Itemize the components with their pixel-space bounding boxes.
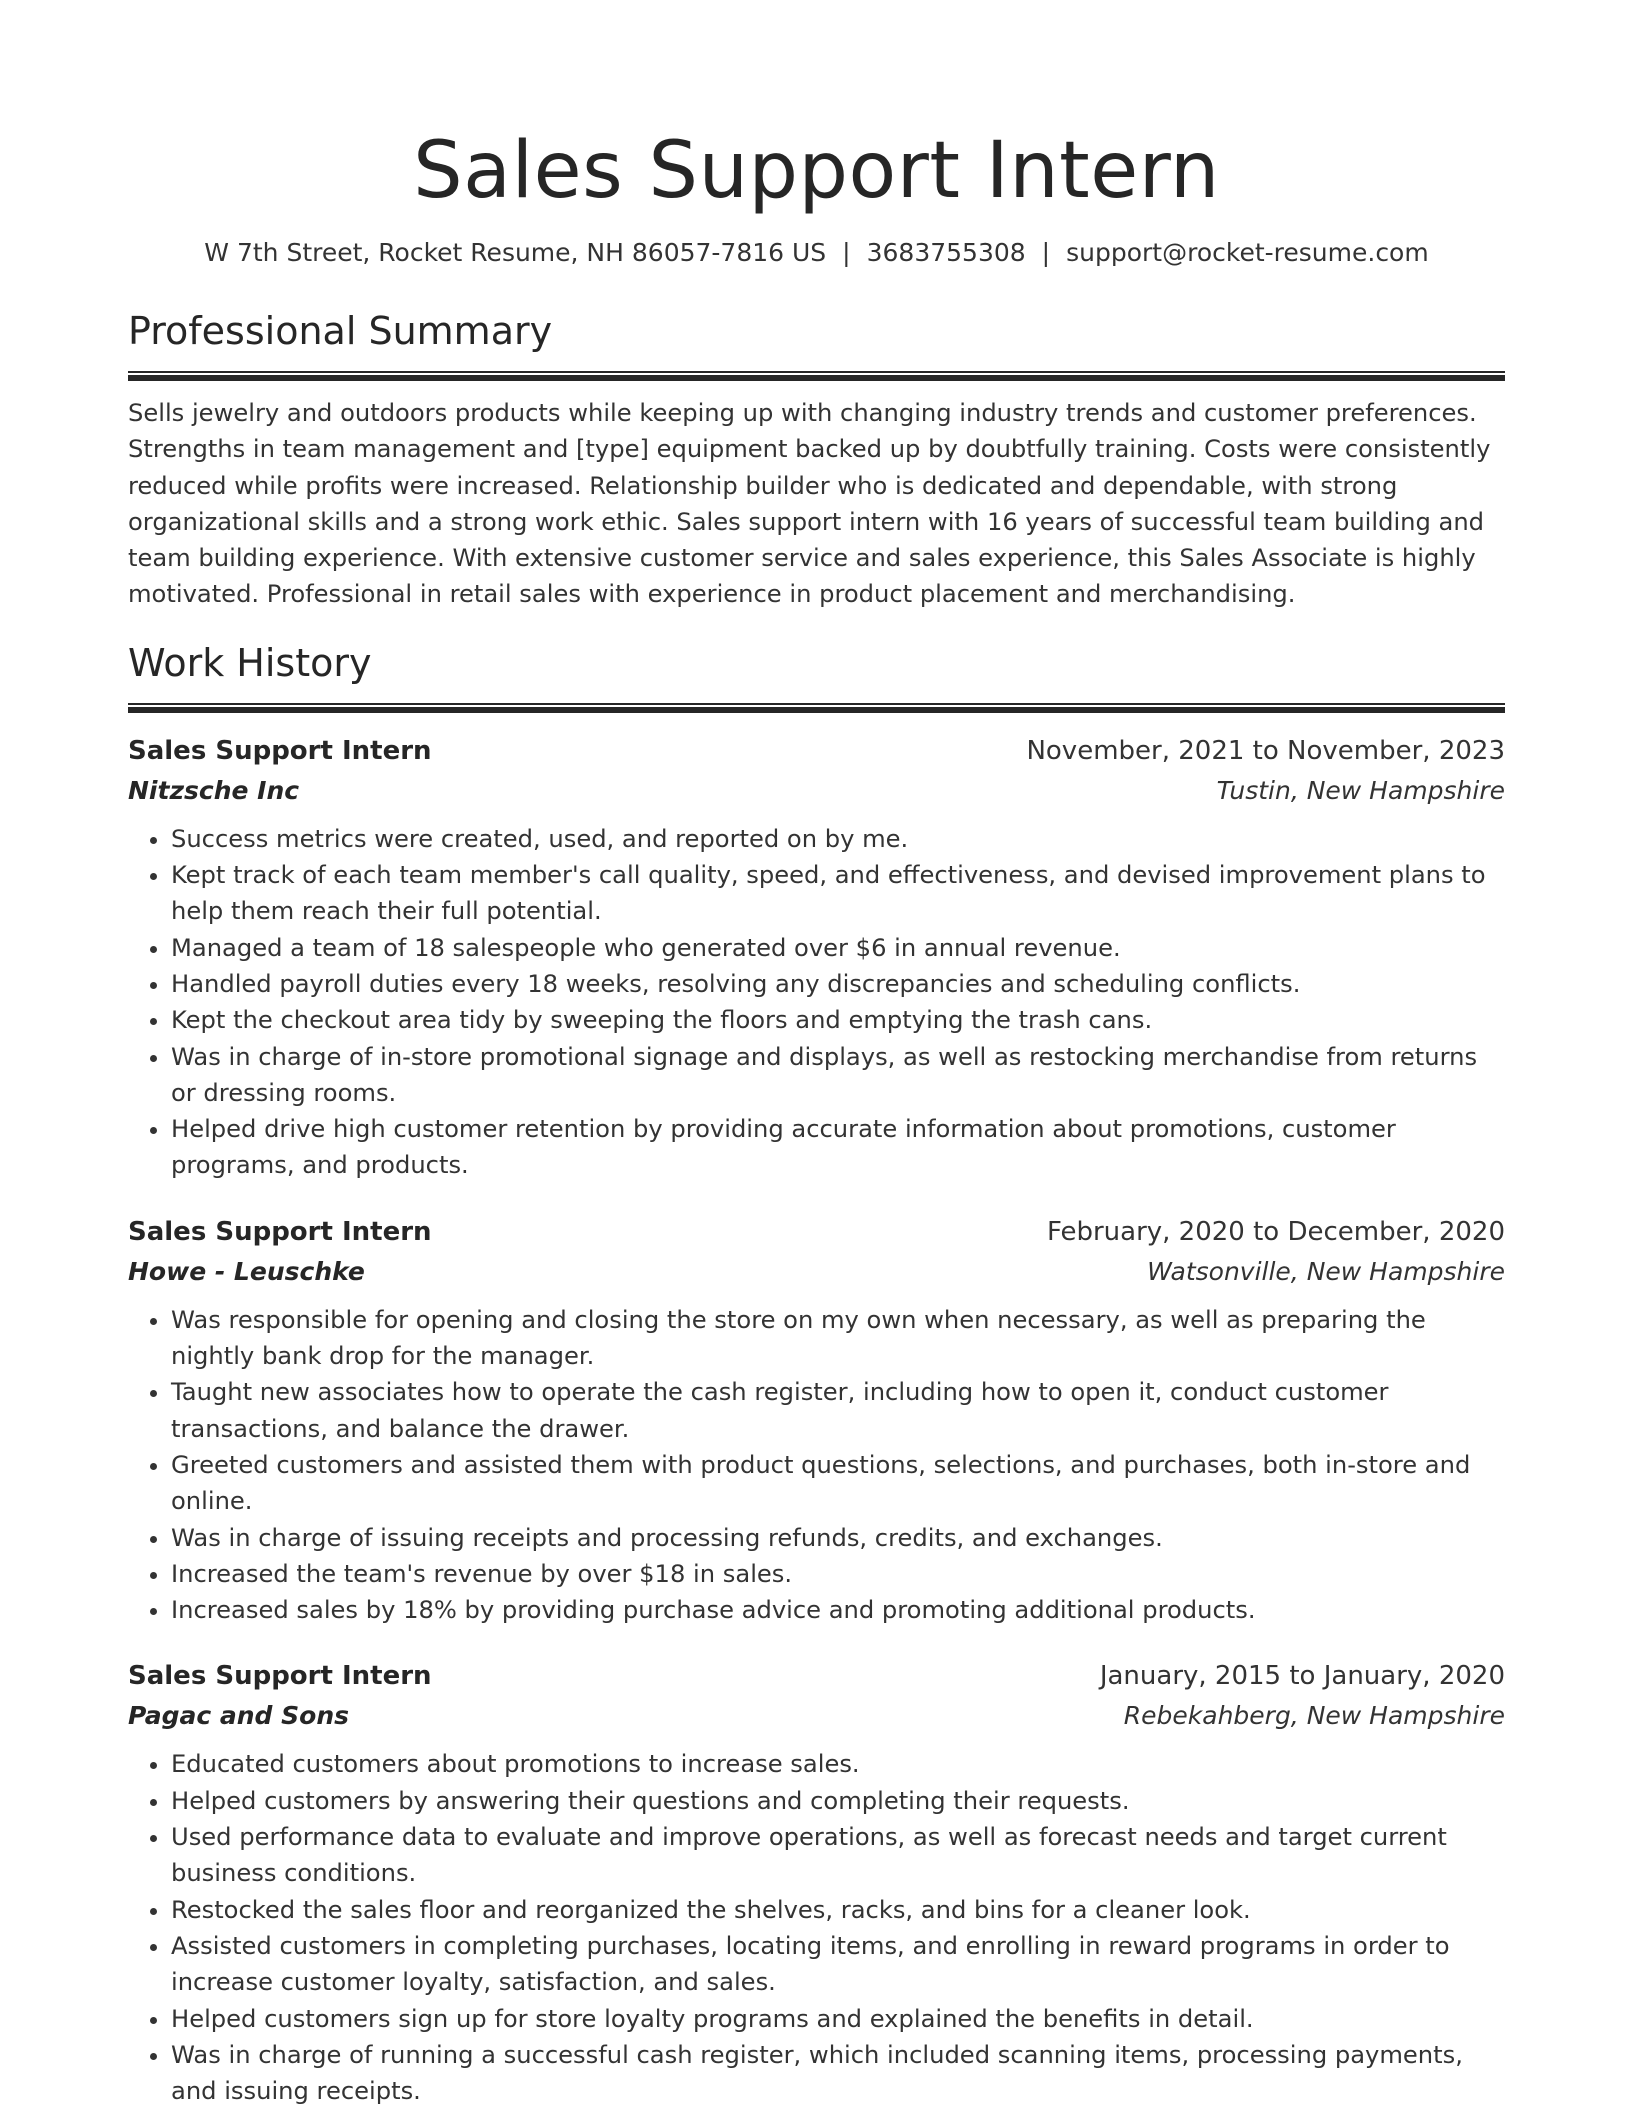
section-divider <box>128 703 1505 713</box>
company-name: Nitzsche Inc <box>128 775 300 805</box>
job-bullet: • Was in charge of running a successful cash register, which included scanning items, processing payments, and issuing receipts. <box>171 2037 1505 2110</box>
job-bullet: • Handled payroll duties every 18 weeks, resolving any discrepancies and scheduling conflicts. <box>171 966 1505 1002</box>
job-bullet-list <box>128 1302 1505 1629</box>
company-name: Howe - Leuschke <box>128 1256 365 1286</box>
job-bullet: • Increased the team's revenue by over $18 in sales. <box>171 1556 1505 1592</box>
job-bullet: • Educated customers about promotions to increase sales. <box>171 1746 1505 1782</box>
job-bullet: • Greeted customers and assisted them with product questions, selections, and purchases, both in-store and online. <box>171 1447 1505 1520</box>
contact-separator: | <box>842 238 851 267</box>
work-history-list <box>128 731 1505 2110</box>
job-title: Sales Support Intern <box>128 1216 432 1247</box>
job-dates: January, 2015 to January, 2020 <box>1099 1661 1505 1692</box>
job-company-row <box>128 1696 1505 1736</box>
job-bullet: • Managed a team of 18 salespeople who generated over $6 in annual revenue. <box>171 930 1505 966</box>
job-bullet-list <box>128 1746 1505 2109</box>
job-bullet: • Used performance data to evaluate and improve operations, as well as forecast needs and target current business conditions. <box>171 1819 1505 1892</box>
job-entry <box>128 1656 1505 2109</box>
section-divider <box>128 371 1505 381</box>
job-location: Rebekahberg, New Hampshire <box>1123 1701 1505 1731</box>
job-bullet: • Helped drive high customer retention by providing accurate information about promotions, customer programs, and products. <box>171 1111 1505 1184</box>
job-bullet: • Was responsible for opening and closing the store on my own when necessary, as well as preparing the nightly bank drop for the manager. <box>171 1302 1505 1375</box>
job-bullet: • Helped customers by answering their questions and completing their requests. <box>171 1783 1505 1819</box>
address: W 7th Street, Rocket Resume, NH 86057-7816 US <box>204 238 827 267</box>
job-dates: November, 2021 to November, 2023 <box>1026 735 1505 766</box>
job-location: Tustin, New Hampshire <box>1216 775 1505 805</box>
job-bullet: • Taught new associates how to operate the cash register, including how to open it, conduct customer transactions, and balance the drawer. <box>171 1374 1505 1447</box>
job-bullet: • Restocked the sales floor and reorganized the shelves, racks, and bins for a cleaner look. <box>171 1892 1505 1928</box>
job-bullet: • Assisted customers in completing purchases, locating items, and enrolling in reward programs in order to increase customer loyalty, satisfaction, and sales. <box>171 1928 1505 2001</box>
phone-number: 3683755308 <box>866 238 1026 267</box>
work-history-heading: Work History <box>128 640 372 685</box>
job-bullet: • Was in charge of issuing receipts and processing refunds, credits, and exchanges. <box>171 1520 1505 1556</box>
job-bullet: • Was in charge of in-store promotional signage and displays, as well as restocking merchandise from returns or dressing rooms. <box>171 1039 1505 1112</box>
job-dates: February, 2020 to December, 2020 <box>1046 1216 1505 1247</box>
job-bullet: • Helped customers sign up for store loyalty programs and explained the benefits in detail. <box>171 2001 1505 2037</box>
job-header-row <box>128 1656 1505 1696</box>
job-title: Sales Support Intern <box>128 735 432 766</box>
job-header-row <box>128 731 1505 771</box>
job-header-row <box>128 1212 1505 1252</box>
job-entry <box>128 731 1505 1184</box>
job-company-row <box>128 771 1505 811</box>
candidate-name: Sales Support Intern <box>413 126 1220 216</box>
job-bullet: • Increased sales by 18% by providing purchase advice and promoting additional products. <box>171 1592 1505 1628</box>
job-title: Sales Support Intern <box>128 1661 432 1692</box>
job-bullet: • Success metrics were created, used, and reported on by me. <box>171 821 1505 857</box>
contact-separator: | <box>1041 238 1051 267</box>
job-location: Watsonville, New Hampshire <box>1147 1256 1505 1286</box>
job-entry <box>128 1212 1505 1629</box>
summary-text: Sells jewelry and outdoors products while keeping up with changing industry trends and customer preferences. Strengths in team management and [type] equipment backed up by doubtfully training. Costs were consistently reduced while profits were increased. Relationship builder who is dedicated and dependable, with strong organizational skills and a strong work ethic. Sales support intern with 16 years of successful team building and team building experience. With extensive customer service and sales experience, this Sales Associate is highly motivated. Professional in retail sales with experience in product placement and merchandising. <box>128 399 1491 609</box>
email-address: support@rocket-resume.com <box>1066 238 1429 267</box>
summary-heading: Professional Summary <box>128 309 553 353</box>
job-bullet-list <box>128 821 1505 1184</box>
contact-line <box>128 237 1505 269</box>
company-name: Pagac and Sons <box>128 1701 350 1731</box>
job-bullet: • Kept track of each team member's call quality, speed, and effectiveness, and devised improvement plans to help them reach their full potential. <box>171 857 1505 930</box>
job-bullet: • Kept the checkout area tidy by sweeping the floors and emptying the trash cans. <box>171 1002 1505 1038</box>
job-company-row <box>128 1252 1505 1292</box>
